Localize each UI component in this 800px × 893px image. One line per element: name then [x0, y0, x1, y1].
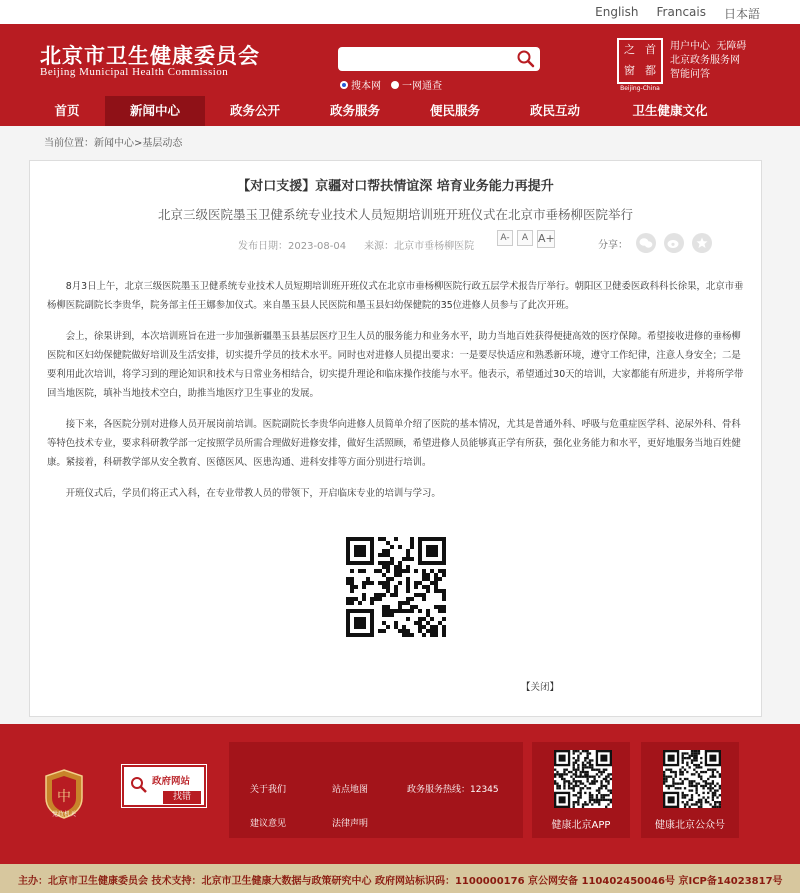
search-scope [340, 77, 442, 92]
gov-badge-action: 找错 [163, 791, 201, 804]
radio-icon [391, 81, 399, 89]
gov-badge-title: 政府网站 [152, 776, 191, 787]
language-bar [0, 0, 800, 24]
article-body [47, 277, 747, 515]
site-title-en: Beijing Municipal Health Commission [40, 66, 229, 78]
gov-site-error-report-badge[interactable] [122, 765, 206, 807]
nav-news-center[interactable]: 新闻中心 [105, 96, 205, 126]
nav-home[interactable]: 首页 [54, 103, 80, 118]
article-panel [29, 160, 762, 717]
lang-french-link[interactable]: Francais [656, 5, 706, 19]
footer-links [229, 742, 523, 838]
wechat-qr-card [641, 742, 739, 838]
site-title-cn[interactable]: 北京市卫生健康委员会 [40, 43, 260, 68]
article-title: 【对口支援】京疆对口帮扶情谊深 培育业务能力再提升 [237, 179, 554, 194]
favorite-star-icon[interactable] [692, 233, 712, 253]
article-paragraph: 开班仪式后，学员们将正式入科，在专业带教人员的带领下，开启临床专业的培训与学习。 [65, 488, 441, 499]
app-qr-code [554, 750, 612, 808]
search-input[interactable] [338, 47, 508, 71]
svg-text:党政机关: 党政机关 [51, 811, 77, 818]
search-scope-site[interactable]: 搜本网 [340, 77, 381, 92]
main-nav [0, 96, 800, 126]
weibo-share-icon[interactable] [664, 233, 684, 253]
capital-window-caption: Beijing-China [620, 85, 660, 92]
feedback-link[interactable]: 建议意见 [250, 819, 287, 829]
nav-gov-services[interactable]: 政务服务 [329, 103, 380, 118]
party-gov-agency-logo[interactable] [43, 768, 85, 820]
article-qr-code [346, 537, 446, 637]
app-qr-caption: 健康北京APP [551, 820, 611, 831]
gov-service-link[interactable]: 北京政务服务网 [670, 55, 740, 66]
share-label: 分享： [598, 239, 628, 251]
article-paragraph: 接下来，各医院分别对进修人员开展岗前培训。医院副院长李贵华向进修人员简单介绍了医院的基本情况，尤其是普通外科、呼吸与危重症医学科、泌尿外科、骨科等特色技术专业，要求科研教学部一定按照学员所需合理做好进修安排，做好生活照顾，希望进修人员能够真正学有所获，强化业务能力和水平，更好地服务当地百姓健康。紧接着，科研教学部从安全教育、医德医风、医患沟通、进科安排等方面分别进行培训。 [47, 419, 741, 468]
nav-gov-affairs[interactable]: 政务公开 [229, 103, 280, 118]
wechat-qr-caption: 健康北京公众号 [655, 820, 725, 831]
legal-notice-link[interactable]: 法律声明 [332, 819, 369, 829]
service-hotline: 政务服务热线：12345 [407, 785, 499, 795]
capital-window-logo[interactable]: 之 首 窗 都 [617, 38, 663, 84]
site-info-text: 主办：北京市卫生健康委员会 技术支持：北京市卫生健康大数据与政策研究中心 政府网站标识码：1100000176 京公网安备 110402450046号 京ICP备14023817号 [18, 876, 783, 887]
nav-public-services[interactable]: 便民服务 [429, 103, 480, 118]
smart-qa-link[interactable]: 智能问答 [670, 69, 710, 80]
accessibility-link[interactable]: 无障碍 [716, 41, 747, 52]
article-subtitle: 北京三级医院墨玉卫健系统专业技术人员短期培训班开班仪式在北京市垂杨柳医院举行 [157, 207, 633, 222]
search-icon[interactable] [516, 49, 536, 69]
font-smaller-button[interactable]: A- [497, 230, 513, 246]
nav-health-culture[interactable]: 卫生健康文化 [632, 103, 708, 118]
share-bar [598, 233, 712, 253]
site-footer [0, 724, 800, 864]
search-scope-network[interactable]: 一网通查 [391, 77, 442, 92]
font-normal-button[interactable]: A [517, 230, 533, 246]
magnifier-icon [130, 776, 148, 794]
user-links [670, 40, 746, 82]
article-paragraph: 会上，徐果讲到，本次培训班旨在进一步加强新疆墨玉县基层医疗卫生人员的服务能力和业务水平，助力当地百姓获得便捷高效的医疗保障。希望接收进修的垂杨柳医院和区妇幼保健院做好培训及生活安排，切实提升学员的技术水平。同时也对进修人员提出要求：一是要尽快适应和熟悉新环境，遵守工作纪律，注意人身安全；二是要利用此次培训，将学习到的理论知识和技术与日常业务相结合，切实提升理论和临床操作技能与水平。他表示，希望通过30天的培训，大家都能有所进步，并将所学带回当地医院，填补当地技术空白，助推当地医疗卫生事业的发展。 [47, 331, 744, 399]
lang-japanese-link[interactable]: 日本語 [723, 7, 760, 21]
close-article-link[interactable]: 【关闭】 [521, 682, 560, 693]
article-meta [238, 237, 474, 252]
font-size-controls [497, 230, 555, 248]
search-box [338, 47, 540, 71]
nav-interaction[interactable]: 政民互动 [529, 103, 580, 118]
breadcrumb[interactable]: 当前位置：新闻中心>基层动态 [44, 138, 183, 149]
svg-text:中: 中 [57, 789, 71, 805]
app-qr-card [532, 742, 630, 838]
radio-selected-icon [340, 81, 348, 89]
user-center-link[interactable]: 用户中心 [670, 41, 710, 52]
publish-date: 发布日期：2023-08-04 [238, 241, 347, 252]
about-us-link[interactable]: 关于我们 [250, 785, 287, 795]
wechat-share-icon[interactable] [636, 233, 656, 253]
lang-english-link[interactable]: English [595, 5, 639, 19]
font-larger-button[interactable]: A+ [537, 230, 555, 248]
wechat-qr-code [663, 750, 721, 808]
article-paragraph: 8月3日上午，北京三级医院墨玉卫健系统专业技术人员短期培训班开班仪式在北京市垂杨柳医院行政五层学术报告厅举行。朝阳区卫健委医政科科长徐果，北京市垂杨柳医院副院长李贵华，院务部主任王娜参加仪式。来自墨玉县人民医院和墨玉县妇幼保健院的35位进修人员参与了此次开班。 [47, 281, 744, 311]
sitemap-link[interactable]: 站点地图 [332, 785, 369, 795]
article-source: 来源：北京市垂杨柳医院 [364, 241, 475, 252]
site-info-bar [0, 864, 800, 893]
site-header [0, 24, 800, 96]
